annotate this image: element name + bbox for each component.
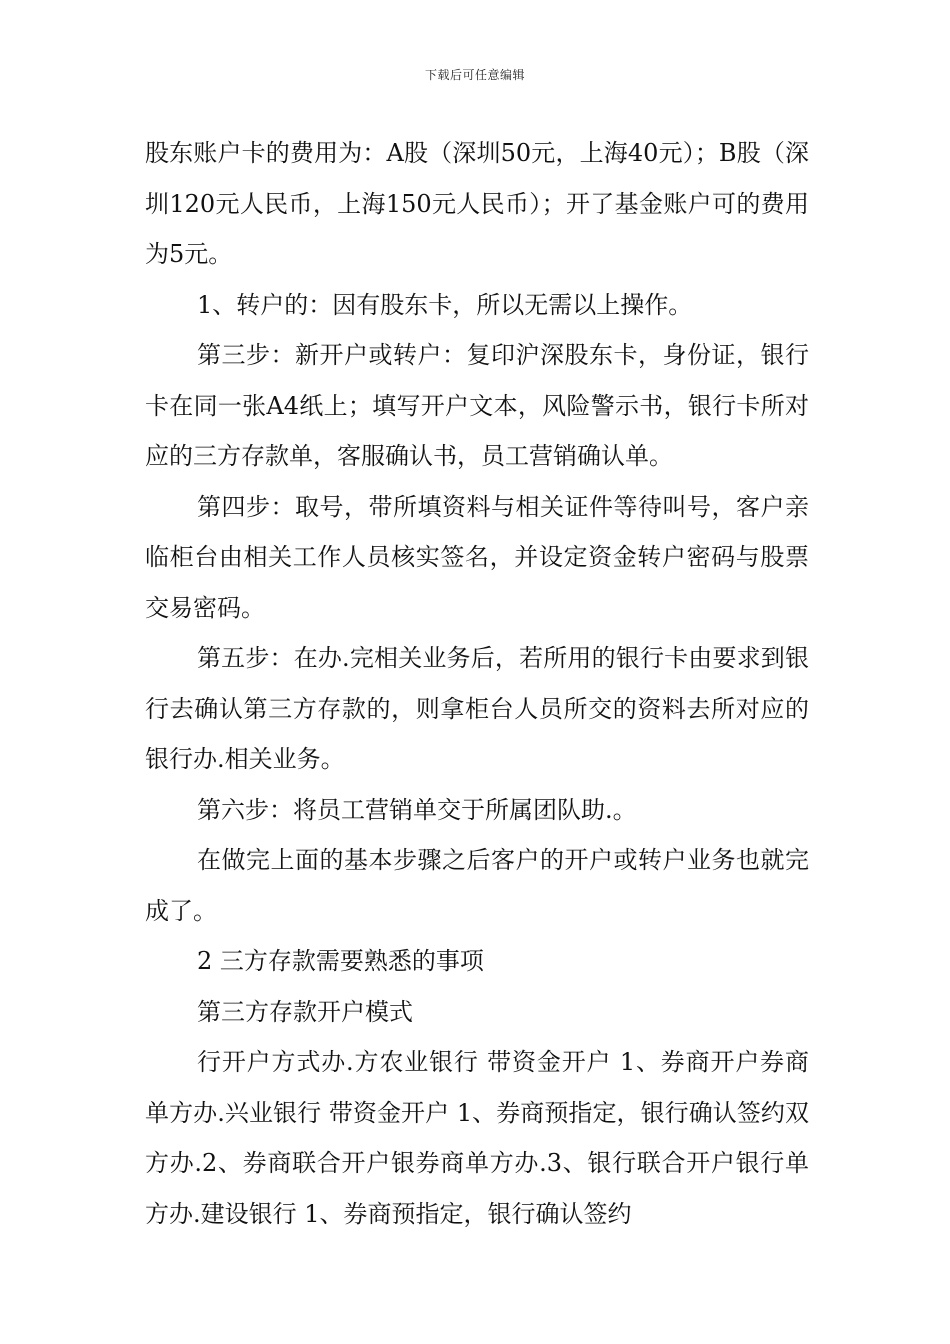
paragraph-account-fees: 股东账户卡的费用为：A股（深圳50元，上海40元）；B股（深圳120元人民币，上海150元人民币）；开了基金账户可的费用为5元。 [145,139,809,268]
paragraph-transfer-note: 1、转户的：因有股东卡，所以无需以上操作。 [197,290,693,319]
section-heading-third-party-deposit: 2 三方存款需要熟悉的事项 [197,947,484,975]
paragraph-bank-modes: 行开户方式办.方农业银行 带资金开户 1、券商开户券商单方办.兴业银行 带资金开户 1、券商预指定，银行确认签约双方办.2、券商联合开户银券商单方办.3、银行联合开户银行单方办.建设银行 1、券商预指定，银行确认签约 [145,1048,809,1228]
paragraph-step-four: 第四步：取号，带所填资料与相关证件等待叫号，客户亲临柜台由相关工作人员核实签名，并设定资金转户密码与股票交易密码。 [145,492,809,622]
paragraph-step-six: 第六步：将员工营销单交于所属团队助.。 [197,795,637,824]
subheading-account-modes: 第三方存款开户模式 [197,997,413,1026]
page-header-note: 下载后可任意编辑 [424,68,525,82]
paragraph-step-five: 第五步：在办.完相关业务后，若所用的银行卡由要求到银行去确认第三方存款的，则拿柜台人员所交的资料去所对应的银行办.相关业务。 [145,644,809,773]
document-body [145,128,809,1239]
paragraph-step-three: 第三步：新开户或转户：复印沪深股东卡，身份证，银行卡在同一张A4纸上；填写开户文本，风险警示书，银行卡所对应的三方存款单，客服确认书，员工营销确认单。 [145,341,809,470]
paragraph-completion: 在做完上面的基本步骤之后客户的开户或转户业务也就完成了。 [145,846,809,925]
